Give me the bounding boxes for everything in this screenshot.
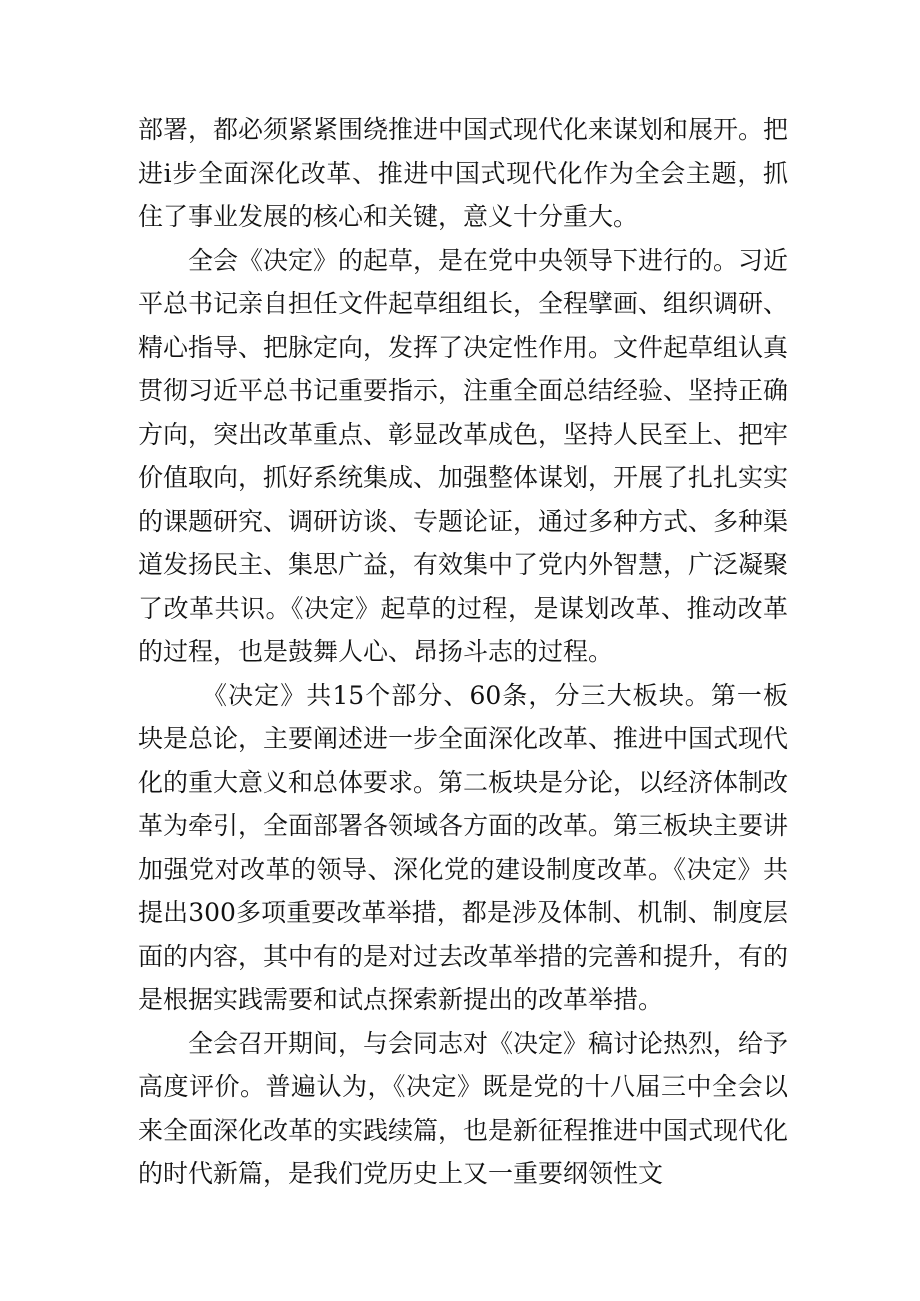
- paragraph-structure: 《决定》共15个部分、60条，分三大板块。第一板块是总论，主要阐述进一步全面深化改革、推进中国式现代化的重大意义和总体要求。第二板块是分论，以经济体制改革为牵引，全面部署各领域各方面的改革。第三板块主要讲加强党对改革的领导、深化党的建设制度改革。《决定》共提出300多项重要改革举措，都是涉及体制、机制、制度层面的内容，其中有的是对过去改革举措的完善和提升，有的是根据实践需要和试点探索新提出的改革举措。: [138, 680, 789, 1014]
- document-body: [138, 108, 788, 1196]
- paragraph-drafting: 全会《决定》的起草，是在党中央领导下进行的。习近平总书记亲自担任文件起草组组长，全程擘画、组织调研、精心指导、把脉定向，发挥了决定性作用。文件起草组认真贯彻习近平总书记重要指示，注重全面总结经验、坚持正确方向，突出改革重点、彰显改革成色，坚持人民至上、把牢价值取向，抓好系统集成、加强整体谋划，开展了扎扎实实的课题研究、调研访谈、专题论证，通过多种方式、多种渠道发扬民主、集思广益，有效集中了党内外智慧，广泛凝聚了改革共识。《决定》起草的过程，是谋划改革、推动改革的过程，也是鼓舞人心、昂扬斗志的过程。: [138, 245, 789, 666]
- paragraph-continuation: 部署，都必须紧紧围绕推进中国式现代化来谋划和展开。把进i步全面深化改革、推进中国式现代化作为全会主题，抓住了事业发展的核心和关键，意义十分重大。: [138, 115, 789, 231]
- paragraph-evaluation: 全会召开期间，与会同志对《决定》稿讨论热烈，给予高度评价。普遍认为，《决定》既是党的十八届三中全会以来全面深化改革的实践续篇，也是新征程推进中国式现代化的时代新篇，是我们党历史上又一重要纲领性文: [138, 1028, 789, 1188]
